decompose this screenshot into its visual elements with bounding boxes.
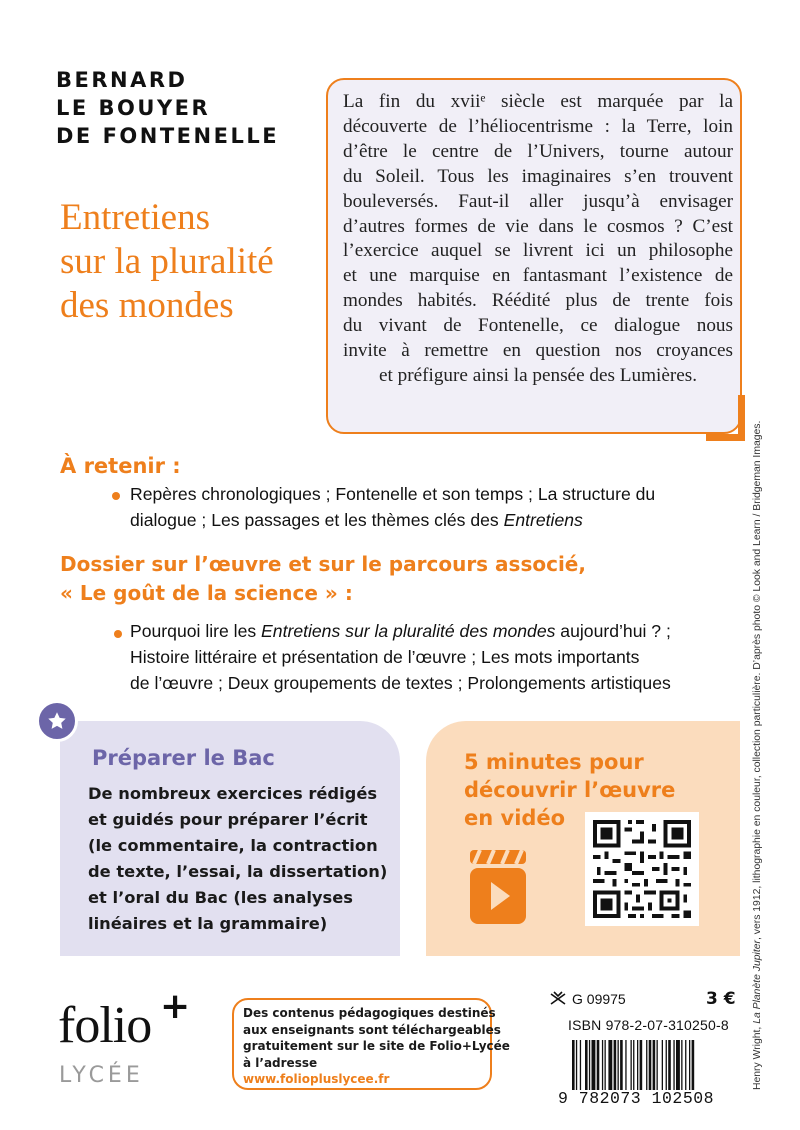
synopsis-line: d’être le centre de l’Univers, tourne autour — [343, 140, 733, 162]
barcode-bar — [614, 1040, 617, 1090]
video-title-line: 5 minutes pour — [464, 750, 644, 774]
bullet-text-part: Pourquoi lire les — [130, 621, 262, 641]
bac-description — [88, 781, 388, 937]
synopsis-line: l’exercice auquel se livrent ici un philosophe — [343, 240, 733, 262]
barcode-bar — [608, 1040, 612, 1090]
product-code: G 09975 — [572, 991, 626, 1007]
bullet-icon — [112, 492, 120, 500]
dossier-bullet — [130, 618, 671, 696]
info-line — [243, 1055, 489, 1088]
bac-line: et l’oral du Bac (les analyses — [88, 888, 353, 907]
bac-line: de texte, l’essai, la dissertation) — [88, 862, 388, 881]
synopsis-line: découverte de l’héliocentrisme : la Terre, loin — [343, 115, 733, 137]
synopsis-line: invite à remettre en question nos croyances — [343, 340, 733, 362]
barcode-bar — [618, 1040, 619, 1090]
isbn: ISBN 978-2-07-310250-8 — [568, 1017, 729, 1033]
barcode-bar — [673, 1040, 674, 1090]
book-title — [60, 196, 274, 328]
bullet-line: Histoire littéraire et présentation de l’œuvre ; Les mots importants — [130, 647, 640, 667]
credit-part: , vers 1912, lithographie en couleur, collection particulière. D’après photo © Look and Learn / Bridgeman Images. — [752, 420, 763, 941]
publisher-mark-icon — [549, 990, 567, 1008]
barcode-bar — [692, 1040, 695, 1090]
synopsis-line: d’autres formes de vie dans le cosmos ? C’est — [343, 215, 733, 237]
synopsis-line: du vivant de Fontenelle, ce dialogue nous — [343, 315, 733, 337]
bullet-line: Repères chronologiques ; Fontenelle et son temps ; La structure du — [130, 484, 656, 504]
barcode-bar — [676, 1040, 680, 1090]
lycee-logo: LYCÉE — [59, 1063, 144, 1088]
barcode-bar — [602, 1040, 603, 1090]
synopsis-line: et préfigure ainsi la pensée des Lumières. — [378, 364, 698, 386]
barcode-bar — [689, 1040, 690, 1090]
info-line: Des contenus pédagogiques destinés — [243, 1006, 496, 1020]
retenir-bullet — [130, 481, 655, 533]
barcode-bar — [633, 1040, 634, 1090]
teacher-info-text — [243, 1005, 510, 1088]
synopsis-line: La fin du xviiᵉ siècle est marquée par la — [343, 91, 733, 112]
dossier-heading-line: « Le goût de la science » : — [60, 581, 353, 605]
barcode-digits: 9 782073 102508 — [558, 1089, 715, 1108]
bullet-line: de l’œuvre ; Deux groupements de textes ; Prolongements artistiques — [130, 673, 671, 693]
info-line: aux enseignants sont téléchargeables — [243, 1022, 501, 1037]
qr-code[interactable] — [585, 812, 699, 926]
barcode-bar — [637, 1040, 638, 1090]
barcode-bar — [662, 1040, 663, 1090]
barcode-bar — [681, 1040, 682, 1090]
bullet-text-italic: Entretiens — [503, 510, 583, 530]
barcode-bar — [646, 1040, 647, 1090]
barcode-bar — [605, 1040, 606, 1090]
barcode-bar — [597, 1040, 600, 1090]
synopsis-corner-accent — [706, 434, 745, 441]
author-name — [56, 66, 279, 150]
bullet-icon — [114, 630, 122, 638]
bullet-line — [130, 507, 655, 533]
barcode-bar — [666, 1040, 667, 1090]
author-line: DE FONTENELLE — [56, 124, 280, 148]
dossier-heading — [60, 550, 586, 608]
synopsis-line: et une marquise en fantasmant l’existence de — [343, 265, 733, 287]
dossier-heading-line: Dossier sur l’œuvre et sur le parcours associé, — [60, 552, 586, 576]
star-icon — [36, 700, 78, 742]
synopsis-line: bouleversés. Faut-il aller jusqu’à envisager — [343, 190, 733, 212]
barcode-bar — [592, 1040, 596, 1090]
synopsis-line: du Soleil. Tous les imaginaires s’en trouvent — [343, 165, 733, 187]
bac-title: Préparer le Bac — [92, 746, 275, 770]
barcode-bar — [625, 1040, 626, 1090]
barcode-bar — [657, 1040, 658, 1090]
info-prefix: à l’adresse — [243, 1055, 318, 1070]
barcode — [570, 1040, 742, 1090]
price: 3 € — [706, 989, 736, 1009]
folio-plus-logo: + — [160, 986, 191, 1027]
synopsis-text — [343, 90, 733, 389]
bac-line: linéaires et la grammaire) — [88, 914, 328, 933]
bullet-text-part: dialogue ; Les passages et les thèmes clés des — [130, 510, 504, 530]
folio-logo: folio — [58, 997, 152, 1054]
title-line: sur la pluralité — [60, 241, 274, 282]
credit-part: Henry Wright, — [752, 1023, 763, 1090]
video-title-line: découvrir l’œuvre — [464, 778, 676, 802]
barcode-bar — [580, 1040, 581, 1090]
title-line: Entretiens — [60, 197, 211, 238]
info-line: gratuitement sur le site de Folio+Lycée — [243, 1039, 510, 1053]
bullet-line — [130, 618, 671, 644]
synopsis-line: mondes habités. Réédité plus de trente fois — [343, 290, 733, 312]
author-line: BERNARD — [56, 68, 188, 92]
video-clapperboard-icon — [468, 844, 528, 928]
credit-italic: La Planète Jupiter — [752, 940, 763, 1024]
bac-line: (le commentaire, la contraction — [88, 836, 378, 855]
author-line: LE BOUYER — [56, 96, 211, 120]
bullet-text-italic: Entretiens sur la pluralité des mondes — [261, 621, 556, 641]
image-credit — [752, 390, 768, 1090]
bac-line: De nombreux exercices rédigés — [88, 784, 378, 803]
barcode-bar — [631, 1040, 632, 1090]
barcode-bar — [685, 1040, 686, 1090]
website-link[interactable]: www.foliopluslycee.fr — [243, 1072, 390, 1086]
barcode-bar — [589, 1040, 590, 1090]
barcode-bar — [653, 1040, 656, 1090]
barcode-bar — [576, 1040, 577, 1090]
barcode-bar — [668, 1040, 671, 1090]
barcode-bar — [649, 1040, 652, 1090]
bac-line: et guidés pour préparer l’écrit — [88, 810, 368, 829]
video-title-line: en vidéo — [464, 806, 566, 830]
bullet-text-part: aujourd’hui ? ; — [555, 621, 671, 641]
retenir-heading: À retenir : — [60, 454, 181, 478]
barcode-bar — [620, 1040, 623, 1090]
title-line: des mondes — [60, 285, 234, 326]
barcode-bar — [640, 1040, 643, 1090]
barcode-bar — [572, 1040, 575, 1090]
barcode-bar — [585, 1040, 588, 1090]
